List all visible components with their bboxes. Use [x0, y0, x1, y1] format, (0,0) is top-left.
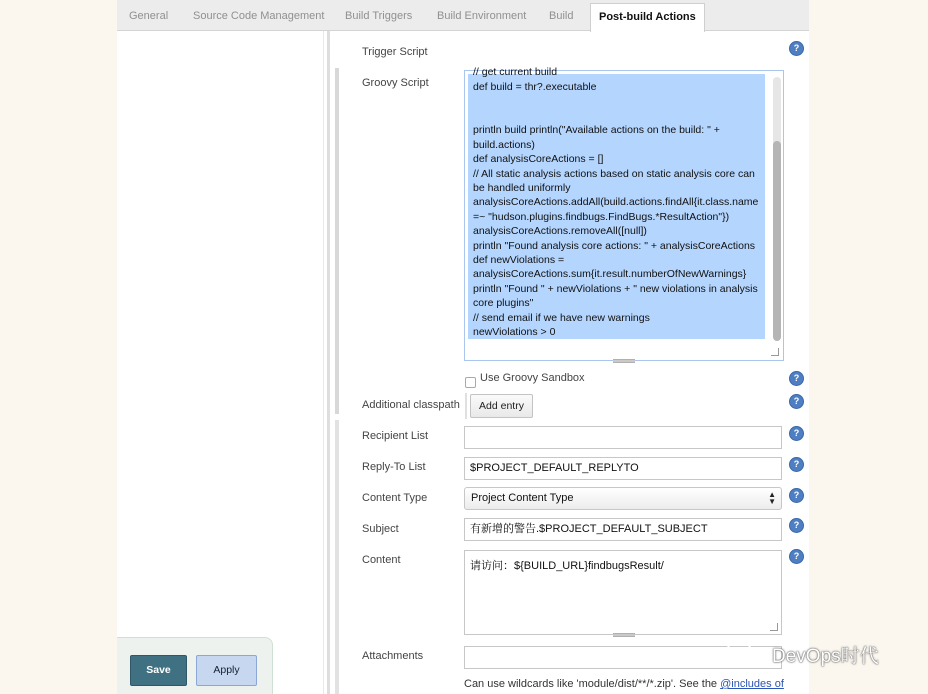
help-icon[interactable]: ? — [790, 519, 803, 532]
help-icon[interactable]: ? — [790, 458, 803, 471]
code-line: def analysisCoreActions = [] — [473, 153, 604, 165]
code-line: core plugins" — [473, 297, 534, 309]
code-line: // All static analysis actions based on static analysis core can — [473, 168, 755, 180]
help-icon[interactable]: ? — [790, 489, 803, 502]
reply-to-list-label: Reply-To List — [362, 461, 426, 473]
groovy-script-label: Groovy Script — [362, 77, 429, 89]
resize-handle-icon[interactable] — [770, 623, 778, 631]
tab-build-environment[interactable]: Build Environment — [437, 10, 527, 22]
tab-post-build-actions[interactable]: Post-build Actions — [590, 3, 705, 32]
help-icon[interactable]: ? — [790, 427, 803, 440]
wechat-icon — [724, 639, 764, 667]
code-line: // send email if we have new warnings — [473, 312, 650, 324]
attachments-hint — [464, 678, 784, 690]
tab-general[interactable]: General — [129, 10, 169, 22]
apply-button[interactable]: Apply — [196, 655, 257, 686]
resize-handle-icon[interactable] — [771, 348, 779, 356]
reply-to-list-input[interactable]: $PROJECT_DEFAULT_REPLYTO — [464, 457, 782, 480]
tab-build[interactable]: Build — [549, 10, 574, 22]
code-line: analysisCoreActions.removeAll([null]) — [473, 225, 647, 237]
subject-input[interactable]: 有新增的警告.$PROJECT_DEFAULT_SUBJECT — [464, 518, 782, 541]
help-icon[interactable]: ? — [790, 395, 803, 408]
content-type-select[interactable] — [464, 487, 782, 510]
save-button[interactable]: Save — [130, 655, 187, 686]
divider — [327, 31, 330, 694]
code-line: println build println("Available actions on the build: " + — [473, 124, 720, 136]
code-line: def build = thr?.executable — [473, 81, 597, 93]
help-icon[interactable]: ? — [790, 550, 803, 563]
select-arrows-icon: ▲ ▼ — [768, 490, 776, 506]
code-line: analysisCoreActions.sum{it.result.numberOfNewWarnings} — [473, 268, 747, 280]
subject-label: Subject — [362, 523, 399, 535]
groovy-script-textarea[interactable] — [464, 66, 784, 361]
code-line: println "Found " + newViolations + " new violations in analysis — [473, 283, 758, 295]
groovy-sandbox-checkbox[interactable] — [465, 377, 476, 388]
section-indent-bar — [335, 68, 339, 414]
tab-source-code-management[interactable]: Source Code Management — [193, 10, 325, 22]
additional-classpath-label: Additional classpath — [362, 399, 460, 411]
includes-link[interactable]: @includes of — [720, 678, 784, 690]
recipient-list-input[interactable] — [464, 426, 782, 449]
trigger-script-label: Trigger Script — [362, 46, 428, 58]
scrollbar-thumb[interactable] — [773, 141, 781, 341]
content-type-label: Content Type — [362, 492, 428, 504]
divider — [465, 393, 467, 419]
watermark — [724, 636, 914, 670]
divider — [323, 31, 324, 694]
code-line: def newViolations = — [473, 254, 565, 266]
code-line: =~ "hudson.plugins.findbugs.FindBugs.*ResultAction"}) — [473, 211, 730, 223]
content-label: Content — [362, 554, 401, 566]
groovy-sandbox-label: Use Groovy Sandbox — [480, 372, 585, 384]
code-line: println "Found analysis core actions: " + analysisCoreActions — [473, 240, 756, 252]
code-line: newViolations > 0 — [473, 326, 556, 338]
groovy-script-content — [468, 66, 765, 339]
code-line: be handled uniformly — [473, 182, 571, 194]
scrollbar[interactable] — [773, 77, 781, 339]
code-line: // get current build — [473, 66, 558, 78]
attachments-label: Attachments — [362, 650, 424, 662]
code-line: build.actions) — [473, 139, 535, 151]
config-page — [117, 0, 809, 694]
recipient-list-label: Recipient List — [362, 430, 429, 442]
code-line: analysisCoreActions.addAll(build.actions.findAll{it.class.name — [473, 196, 759, 208]
help-icon[interactable]: ? — [790, 42, 803, 55]
resize-grip-icon[interactable] — [613, 359, 635, 363]
watermark-text: DevOps时代 — [772, 646, 879, 667]
side-panel — [117, 31, 327, 694]
resize-grip-icon[interactable] — [613, 633, 635, 637]
content-type-value: Project Content Type — [471, 492, 574, 504]
tab-build-triggers[interactable]: Build Triggers — [345, 10, 413, 22]
content-textarea[interactable] — [464, 550, 782, 635]
save-apply-bar — [117, 637, 273, 694]
help-icon[interactable]: ? — [790, 372, 803, 385]
content-text: 请访问：${BUILD_URL}findbugsResult/ — [470, 560, 664, 572]
tab-bar — [117, 0, 809, 31]
add-entry-button[interactable]: Add entry — [470, 394, 533, 418]
section-indent-bar — [335, 420, 339, 694]
attachments-hint-text: Can use wildcards like 'module/dist/**/*.zip'. See the — [464, 678, 718, 690]
